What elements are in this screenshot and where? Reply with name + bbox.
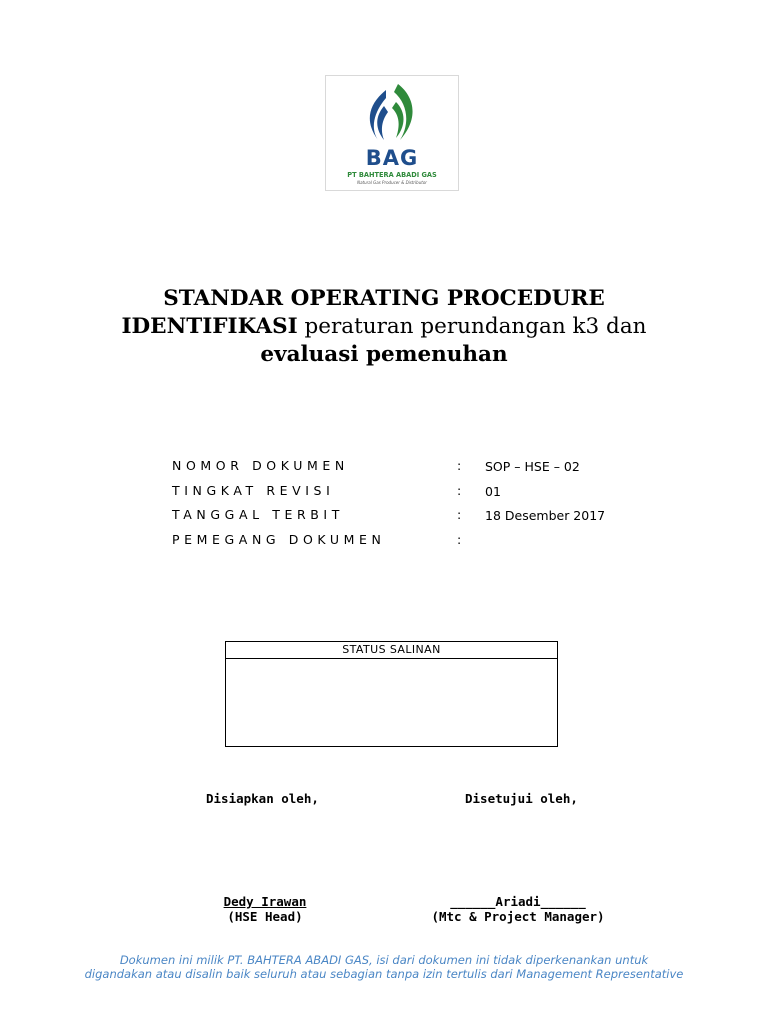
bag-flame-logo — [326, 76, 458, 190]
flame-green-inner — [392, 102, 404, 138]
company-logo — [325, 75, 459, 191]
meta-row-tingkat-revisi — [172, 483, 652, 508]
title-line-2: IDENTIFIKASI peraturan perundangan k3 dan — [121, 314, 647, 339]
meta-label: PEMEGANG DOKUMEN — [172, 531, 386, 547]
meta-separator: : — [457, 507, 462, 522]
meta-row-nomor-dokumen — [172, 458, 652, 483]
status-table-header: STATUS SALINAN — [226, 642, 557, 659]
meta-separator: : — [457, 458, 462, 473]
meta-label: TINGKAT REVISI — [172, 482, 335, 498]
meta-separator: : — [457, 531, 462, 547]
status-salinan-table — [225, 641, 558, 747]
logo-tagline: Natural Gas Producer & Distributor — [357, 180, 427, 185]
footer-line-1: Dokumen ini milik PT. BAHTERA ABADI GAS, isi dari dokumen ini tidak diperkenankan untuk — [119, 953, 649, 967]
logo-company-name: PT BAHTERA ABADI GAS — [347, 171, 437, 179]
approved-by-label: Disetujui oleh, — [465, 791, 578, 806]
meta-label: NOMOR DOKUMEN — [172, 458, 349, 473]
meta-label: TANGGAL TERBIT — [172, 507, 344, 522]
title-line-1: STANDAR OPERATING PROCEDURE — [163, 286, 605, 311]
meta-value: SOP – HSE – 02 — [485, 459, 580, 474]
meta-value: 18 Desember 2017 — [485, 508, 606, 523]
flame-blue-inner — [377, 106, 388, 140]
meta-value: 01 — [485, 483, 501, 499]
meta-row-pemegang-dokumen — [172, 532, 652, 557]
document-metadata — [172, 458, 652, 556]
approver-name: ______Ariadi______ — [450, 894, 586, 909]
footer-line-2: digandakan atau disalin baik seluruh atau sebagian tanpa izin tertulis dari Management Representative — [84, 967, 684, 981]
prepared-by-label: Disiapkan oleh, — [206, 791, 319, 806]
title-line-3: evaluasi pemenuhan — [260, 342, 508, 367]
preparer-role: (HSE Head) — [227, 909, 303, 924]
approver-role: (Mtc & Project Manager) — [431, 909, 605, 924]
logo-wordmark: BAG — [365, 146, 419, 170]
preparer-name: Dedy Irawan — [223, 894, 307, 909]
meta-separator: : — [457, 482, 462, 498]
document-title — [60, 285, 708, 369]
document-footer-disclaimer — [40, 953, 728, 981]
meta-row-tanggal-terbit — [172, 507, 652, 532]
